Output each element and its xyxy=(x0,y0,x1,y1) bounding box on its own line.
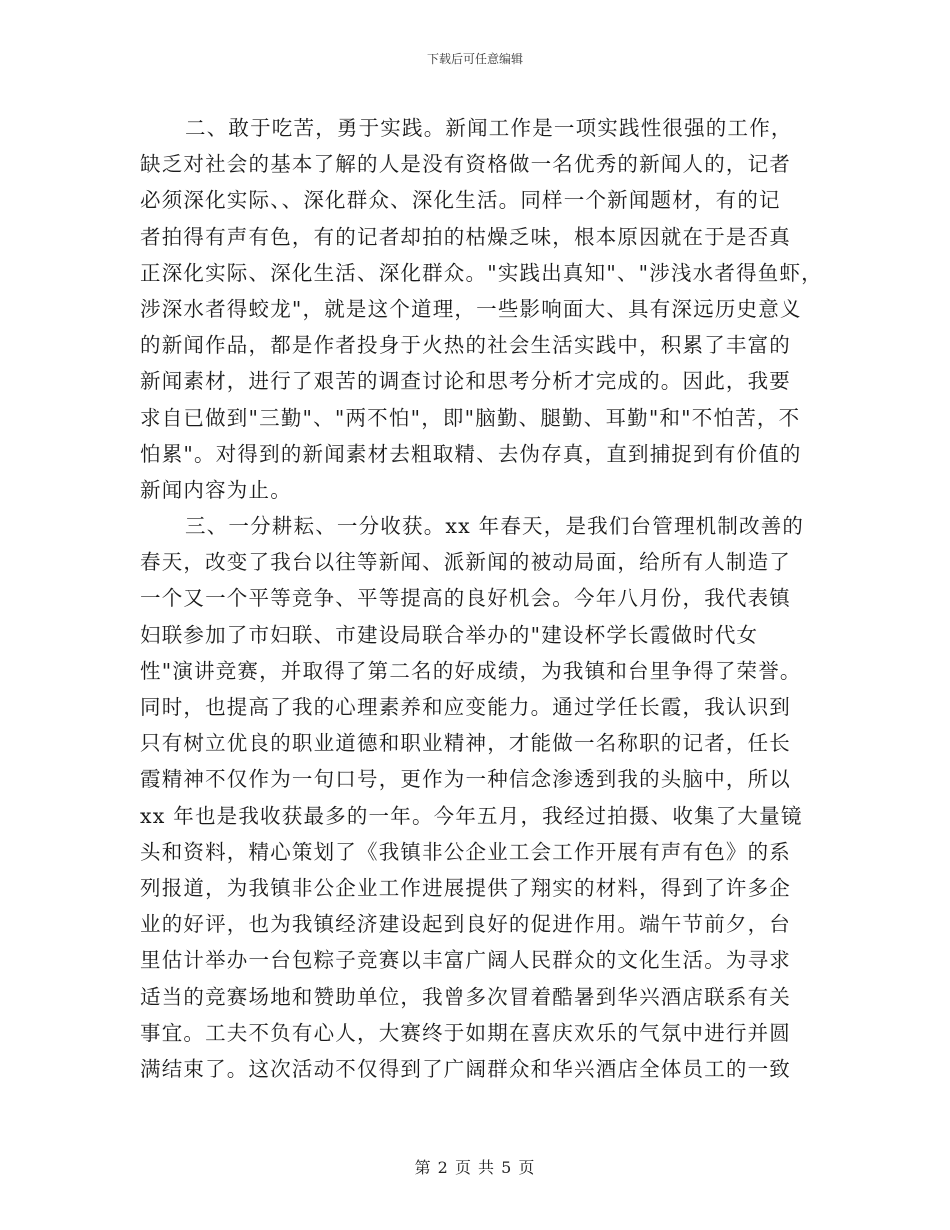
paragraph-line: 性"演讲竞赛，并取得了第二名的好成绩，为我镇和台里争得了荣誉。 xyxy=(140,658,802,683)
paragraph-line: 者拍得有声有色，有的记者却拍的枯燥乏味，根本原因就在于是否真 xyxy=(140,224,791,249)
paragraph-line: 正深化实际、深化生活、深化群众。"实践出真知"、"涉浅水者得鱼虾， xyxy=(140,260,823,285)
paragraph-line: 妇联参加了市妇联、市建设局联合举办的"建设杯学长霞做时代女 xyxy=(140,622,759,647)
paragraph-line: 二、敢于吃苦，勇于实践。新闻工作是一项实践性很强的工作， xyxy=(185,116,793,140)
paragraph-line: 怕累"。对得到的新闻素材去粗取精、去伪存真，直到捕捉到有价值的 xyxy=(140,441,802,466)
paragraph-line: 里估计举办一台包粽子竞赛以丰富广阔人民群众的文化生活。为寻求 xyxy=(140,948,791,973)
paragraph-line: 缺乏对社会的基本了解的人是没有资格做一名优秀的新闻人的，记者 xyxy=(140,152,791,177)
paragraph-line: 新闻素材，进行了艰苦的调查讨论和思考分析才完成的。因此，我要 xyxy=(140,369,791,394)
paragraph-line: 同时，也提高了我的心理素养和应变能力。通过学任长霞，我认识到 xyxy=(140,695,791,719)
paragraph-line: 列报道，为我镇非公企业工作进展提供了翔实的材料，得到了许多企 xyxy=(140,875,791,900)
paragraph-line: 满结束了。这次活动不仅得到了广阔群众和华兴酒店全体员工的一致 xyxy=(140,1056,791,1081)
paragraph-line: xx 年也是我收获最多的一年。今年五月，我经过拍摄、收集了大量镜 xyxy=(140,803,803,828)
paragraph-line: 霞精神不仅作为一句口号，更作为一种信念渗透到我的头脑中，所以 xyxy=(140,767,791,792)
paragraph-line: 事宜。工夫不负有心人，大赛终于如期在喜庆欢乐的气氛中进行并圆 xyxy=(140,1020,791,1045)
paragraph-line: 春天，改变了我台以往等新闻、派新闻的被动局面，给所有人制造了 xyxy=(140,550,791,575)
paragraph-line: 只有树立优良的职业道德和职业精神，才能做一名称职的记者，任长 xyxy=(140,731,791,756)
page-number-footer: 第 2 页 共 5 页 xyxy=(414,1158,536,1177)
paragraph-line: 一个又一个平等竞争、平等提高的良好机会。今年八月份，我代表镇 xyxy=(140,586,791,611)
paragraph-line: 涉深水者得蛟龙"，就是这个道理，一些影响面大、具有深远历史意义 xyxy=(140,296,802,321)
paragraph-line: 业的好评，也为我镇经济建设起到良好的促进作用。端午节前夕，台 xyxy=(140,912,791,937)
document-body xyxy=(140,110,823,1087)
page-header: 下载后可任意编辑 xyxy=(426,52,523,66)
paragraph-line: 必须深化实际、、深化群众、深化生活。同样一个新闻题材，有的记 xyxy=(140,188,781,213)
paragraph-line: 头和资料，精心策划了《我镇非公企业工会工作开展有声有色》的系 xyxy=(140,839,791,864)
paragraph-line: 三、一分耕耘、一分收获。xx 年春天，是我们台管理机制改善的 xyxy=(185,514,805,539)
paragraph-line: 求自已做到"三勤"、"两不怕"，即"脑勤、腿勤、耳勤"和"不怕苦，不 xyxy=(140,405,801,430)
paragraph-line: 新闻内容为止。 xyxy=(140,477,292,502)
paragraph-line: 的新闻作品，都是作者投身于火热的社会生活实践中，积累了丰富的 xyxy=(140,333,791,358)
paragraph-line: 适当的竞赛场地和赞助单位，我曾多次冒着酷暑到华兴酒店联系有关 xyxy=(140,984,791,1009)
